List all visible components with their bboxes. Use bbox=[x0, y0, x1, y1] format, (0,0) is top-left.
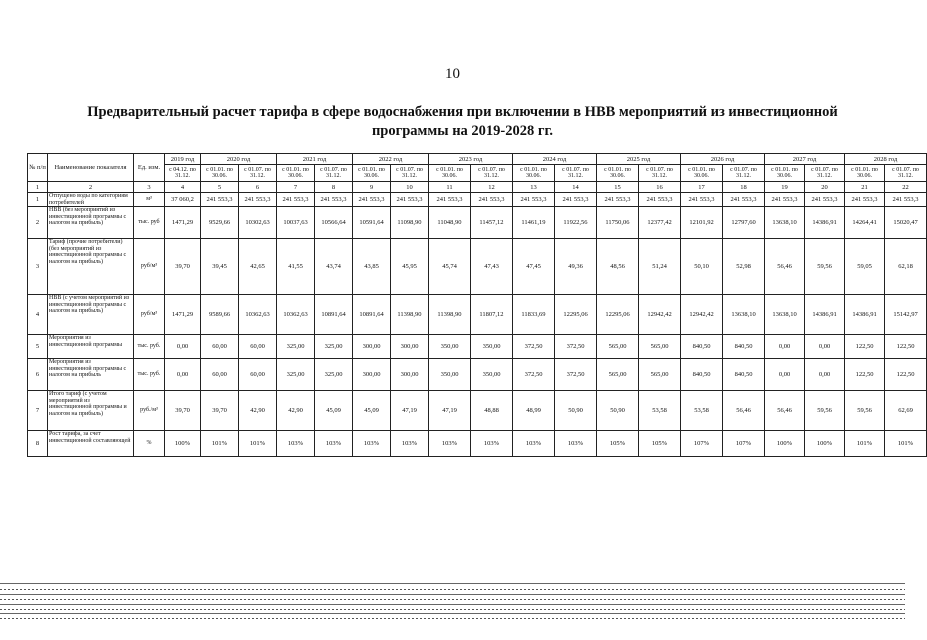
value-cell: 103% bbox=[429, 431, 471, 457]
column-number: 1 bbox=[28, 182, 48, 193]
column-number: 17 bbox=[681, 182, 723, 193]
column-number: 8 bbox=[315, 182, 353, 193]
value-cell: 45,09 bbox=[353, 391, 391, 431]
value-cell: 56,46 bbox=[765, 239, 805, 295]
indicator-name: Рост тарифа, за счет инвестиционной составляющей bbox=[48, 431, 134, 457]
table-row bbox=[28, 431, 927, 457]
header-period: с 01.07. по 31.12. bbox=[239, 165, 277, 182]
value-cell: 101% bbox=[845, 431, 885, 457]
header-year: 2026 год bbox=[681, 154, 765, 165]
value-cell: 241 553,3 bbox=[765, 193, 805, 207]
value-cell: 350,00 bbox=[429, 335, 471, 359]
value-cell: 300,00 bbox=[353, 359, 391, 391]
value-cell: 122,50 bbox=[845, 359, 885, 391]
value-cell: 10362,63 bbox=[239, 295, 277, 335]
value-cell: 241 553,3 bbox=[555, 193, 597, 207]
value-cell: 47,19 bbox=[391, 391, 429, 431]
value-cell: 56,46 bbox=[765, 391, 805, 431]
value-cell: 12295,06 bbox=[597, 295, 639, 335]
value-cell: 101% bbox=[201, 431, 239, 457]
value-cell: 241 553,3 bbox=[277, 193, 315, 207]
page-number: 10 bbox=[445, 66, 460, 82]
value-cell: 50,10 bbox=[681, 239, 723, 295]
header-period: с 01.01. по 30.06. bbox=[353, 165, 391, 182]
header-period: с 01.07. по 31.12. bbox=[315, 165, 353, 182]
column-numbers-row bbox=[28, 182, 927, 193]
column-number: 2 bbox=[48, 182, 134, 193]
value-cell: 14386,91 bbox=[805, 295, 845, 335]
value-cell: 14386,91 bbox=[845, 295, 885, 335]
column-number: 16 bbox=[639, 182, 681, 193]
value-cell: 14264,41 bbox=[845, 207, 885, 239]
value-cell: 60,00 bbox=[201, 359, 239, 391]
header-period: с 01.01. по 30.06. bbox=[201, 165, 239, 182]
table-row bbox=[28, 295, 927, 335]
value-cell: 39,70 bbox=[165, 391, 201, 431]
value-cell: 13638,10 bbox=[765, 207, 805, 239]
value-cell: 241 553,3 bbox=[885, 193, 927, 207]
value-cell: 13638,10 bbox=[723, 295, 765, 335]
header-year: 2025 год bbox=[597, 154, 681, 165]
value-cell: 37 060,2 bbox=[165, 193, 201, 207]
value-cell: 39,70 bbox=[201, 391, 239, 431]
unit-cell: тыс. руб. bbox=[134, 359, 165, 391]
header-period: с 01.01. по 30.06. bbox=[765, 165, 805, 182]
header-period: с 04.12. по 31.12. bbox=[165, 165, 201, 182]
value-cell: 10566,64 bbox=[315, 207, 353, 239]
column-number: 22 bbox=[885, 182, 927, 193]
value-cell: 241 553,3 bbox=[391, 193, 429, 207]
header-year: 2023 год bbox=[429, 154, 513, 165]
indicator-name: Мероприятия из инвестиционной программы с налогом на прибыль bbox=[48, 359, 134, 391]
footer-rule bbox=[0, 613, 905, 614]
value-cell: 47,19 bbox=[429, 391, 471, 431]
value-cell: 241 553,3 bbox=[805, 193, 845, 207]
value-cell: 10891,64 bbox=[315, 295, 353, 335]
value-cell: 325,00 bbox=[277, 359, 315, 391]
value-cell: 45,74 bbox=[429, 239, 471, 295]
value-cell: 372,50 bbox=[555, 359, 597, 391]
value-cell: 39,70 bbox=[165, 239, 201, 295]
value-cell: 100% bbox=[165, 431, 201, 457]
value-cell: 9589,66 bbox=[201, 295, 239, 335]
footer-dotted-line bbox=[0, 609, 905, 610]
value-cell: 840,50 bbox=[723, 359, 765, 391]
header-period: с 01.07. по 31.12. bbox=[555, 165, 597, 182]
table-body bbox=[28, 193, 927, 457]
column-number: 13 bbox=[513, 182, 555, 193]
value-cell: 12942,42 bbox=[681, 295, 723, 335]
value-cell: 0,00 bbox=[805, 359, 845, 391]
header-name: Наименование показателя bbox=[48, 154, 134, 182]
table-row bbox=[28, 359, 927, 391]
column-number: 14 bbox=[555, 182, 597, 193]
header-period: с 01.01. по 30.06. bbox=[845, 165, 885, 182]
unit-cell: руб/м³ bbox=[134, 239, 165, 295]
header-period: с 01.01. по 30.06. bbox=[681, 165, 723, 182]
value-cell: 11461,19 bbox=[513, 207, 555, 239]
value-cell: 241 553,3 bbox=[597, 193, 639, 207]
value-cell: 241 553,3 bbox=[513, 193, 555, 207]
value-cell: 325,00 bbox=[277, 335, 315, 359]
value-cell: 325,00 bbox=[315, 335, 353, 359]
value-cell: 840,50 bbox=[681, 359, 723, 391]
footer-dotted-line bbox=[0, 599, 905, 600]
column-number: 11 bbox=[429, 182, 471, 193]
column-number: 15 bbox=[597, 182, 639, 193]
value-cell: 48,99 bbox=[513, 391, 555, 431]
header-period: с 01.07. по 31.12. bbox=[885, 165, 927, 182]
value-cell: 840,50 bbox=[723, 335, 765, 359]
value-cell: 105% bbox=[597, 431, 639, 457]
value-cell: 372,50 bbox=[513, 359, 555, 391]
value-cell: 11098,90 bbox=[391, 207, 429, 239]
header-year: 2028 год bbox=[845, 154, 927, 165]
title-line-2: программы на 2019-2028 гг. bbox=[371, 123, 554, 139]
table-row bbox=[28, 239, 927, 295]
value-cell: 9529,66 bbox=[201, 207, 239, 239]
value-cell: 43,74 bbox=[315, 239, 353, 295]
value-cell: 241 553,3 bbox=[471, 193, 513, 207]
footer-rule bbox=[0, 604, 905, 605]
row-number: 2 bbox=[28, 207, 48, 239]
value-cell: 350,00 bbox=[471, 335, 513, 359]
column-number: 19 bbox=[765, 182, 805, 193]
value-cell: 241 553,3 bbox=[201, 193, 239, 207]
indicator-name: Тариф (прочие потребители) (без мероприятий из инвестиционной программы с налогом на прибыль) bbox=[48, 239, 134, 295]
value-cell: 39,45 bbox=[201, 239, 239, 295]
table-row bbox=[28, 335, 927, 359]
column-number: 9 bbox=[353, 182, 391, 193]
value-cell: 103% bbox=[555, 431, 597, 457]
value-cell: 325,00 bbox=[315, 359, 353, 391]
unit-cell: руб/м³ bbox=[134, 295, 165, 335]
value-cell: 241 553,3 bbox=[353, 193, 391, 207]
value-cell: 11750,06 bbox=[597, 207, 639, 239]
value-cell: 300,00 bbox=[391, 359, 429, 391]
value-cell: 372,50 bbox=[555, 335, 597, 359]
value-cell: 59,56 bbox=[805, 391, 845, 431]
column-number: 18 bbox=[723, 182, 765, 193]
value-cell: 10362,63 bbox=[277, 295, 315, 335]
value-cell: 15142,97 bbox=[885, 295, 927, 335]
indicator-name: НВВ (без мероприятий из инвестиционной программы с налогом на прибыль) bbox=[48, 207, 134, 239]
column-number: 10 bbox=[391, 182, 429, 193]
value-cell: 241 553,3 bbox=[315, 193, 353, 207]
value-cell: 42,90 bbox=[277, 391, 315, 431]
indicator-name: НВВ (с учетом мероприятий из инвестиционной программы с налогом на прибыль) bbox=[48, 295, 134, 335]
value-cell: 1471,29 bbox=[165, 207, 201, 239]
value-cell: 48,56 bbox=[597, 239, 639, 295]
value-cell: 372,50 bbox=[513, 335, 555, 359]
column-number: 7 bbox=[277, 182, 315, 193]
header-period: с 01.07. по 31.12. bbox=[471, 165, 513, 182]
value-cell: 13638,10 bbox=[765, 295, 805, 335]
value-cell: 0,00 bbox=[165, 335, 201, 359]
value-cell: 103% bbox=[353, 431, 391, 457]
table-row bbox=[28, 391, 927, 431]
value-cell: 11398,90 bbox=[429, 295, 471, 335]
value-cell: 10302,63 bbox=[239, 207, 277, 239]
value-cell: 840,50 bbox=[681, 335, 723, 359]
value-cell: 103% bbox=[315, 431, 353, 457]
value-cell: 103% bbox=[391, 431, 429, 457]
value-cell: 241 553,3 bbox=[639, 193, 681, 207]
row-number: 3 bbox=[28, 239, 48, 295]
footer-rule bbox=[0, 583, 905, 584]
title-line-1: Предварительный расчет тарифа в сфере водоснабжения при включении в НВВ мероприятий из инвестиционной bbox=[87, 104, 838, 120]
value-cell: 45,09 bbox=[315, 391, 353, 431]
value-cell: 107% bbox=[681, 431, 723, 457]
value-cell: 62,18 bbox=[885, 239, 927, 295]
value-cell: 62,69 bbox=[885, 391, 927, 431]
value-cell: 51,24 bbox=[639, 239, 681, 295]
value-cell: 0,00 bbox=[765, 335, 805, 359]
header-period: с 01.01. по 30.06. bbox=[513, 165, 555, 182]
value-cell: 107% bbox=[723, 431, 765, 457]
header-num: № п/п bbox=[28, 154, 48, 182]
value-cell: 53,58 bbox=[639, 391, 681, 431]
row-number: 4 bbox=[28, 295, 48, 335]
header-unit: Ед. изм. bbox=[134, 154, 165, 182]
value-cell: 59,56 bbox=[805, 239, 845, 295]
value-cell: 0,00 bbox=[805, 335, 845, 359]
unit-cell: м³ bbox=[134, 193, 165, 207]
value-cell: 12797,60 bbox=[723, 207, 765, 239]
footer-rule bbox=[0, 594, 905, 595]
value-cell: 49,36 bbox=[555, 239, 597, 295]
value-cell: 43,85 bbox=[353, 239, 391, 295]
value-cell: 565,00 bbox=[639, 335, 681, 359]
value-cell: 100% bbox=[765, 431, 805, 457]
value-cell: 300,00 bbox=[391, 335, 429, 359]
value-cell: 11922,56 bbox=[555, 207, 597, 239]
header-year: 2019 год bbox=[165, 154, 201, 165]
unit-cell: руб./м³ bbox=[134, 391, 165, 431]
value-cell: 122,50 bbox=[885, 335, 927, 359]
column-number: 20 bbox=[805, 182, 845, 193]
column-number: 6 bbox=[239, 182, 277, 193]
column-number: 3 bbox=[134, 182, 165, 193]
value-cell: 565,00 bbox=[597, 335, 639, 359]
value-cell: 350,00 bbox=[471, 359, 513, 391]
header-period: с 01.01. по 30.06. bbox=[429, 165, 471, 182]
value-cell: 103% bbox=[277, 431, 315, 457]
value-cell: 15020,47 bbox=[885, 207, 927, 239]
value-cell: 241 553,3 bbox=[429, 193, 471, 207]
header-year: 2020 год bbox=[201, 154, 277, 165]
value-cell: 565,00 bbox=[639, 359, 681, 391]
header-year: 2022 год bbox=[353, 154, 429, 165]
value-cell: 241 553,3 bbox=[681, 193, 723, 207]
table-row bbox=[28, 193, 927, 207]
value-cell: 122,50 bbox=[845, 335, 885, 359]
document-title bbox=[60, 103, 865, 141]
value-cell: 241 553,3 bbox=[723, 193, 765, 207]
value-cell: 122,50 bbox=[885, 359, 927, 391]
value-cell: 12377,42 bbox=[639, 207, 681, 239]
unit-cell: % bbox=[134, 431, 165, 457]
header-period: с 01.07. по 31.12. bbox=[639, 165, 681, 182]
value-cell: 12101,92 bbox=[681, 207, 723, 239]
value-cell: 50,90 bbox=[597, 391, 639, 431]
value-cell: 47,43 bbox=[471, 239, 513, 295]
row-number: 6 bbox=[28, 359, 48, 391]
row-number: 5 bbox=[28, 335, 48, 359]
unit-cell: тыс. руб bbox=[134, 207, 165, 239]
value-cell: 1471,29 bbox=[165, 295, 201, 335]
value-cell: 50,90 bbox=[555, 391, 597, 431]
value-cell: 10891,64 bbox=[353, 295, 391, 335]
header-year: 2021 год bbox=[277, 154, 353, 165]
value-cell: 14386,91 bbox=[805, 207, 845, 239]
row-number: 1 bbox=[28, 193, 48, 207]
value-cell: 60,00 bbox=[201, 335, 239, 359]
value-cell: 11457,12 bbox=[471, 207, 513, 239]
value-cell: 10591,64 bbox=[353, 207, 391, 239]
header-year: 2024 год bbox=[513, 154, 597, 165]
value-cell: 12942,42 bbox=[639, 295, 681, 335]
value-cell: 565,00 bbox=[597, 359, 639, 391]
value-cell: 53,58 bbox=[681, 391, 723, 431]
footer-dotted-line bbox=[0, 618, 905, 619]
value-cell: 0,00 bbox=[165, 359, 201, 391]
value-cell: 60,00 bbox=[239, 335, 277, 359]
unit-cell: тыс. руб. bbox=[134, 335, 165, 359]
value-cell: 0,00 bbox=[765, 359, 805, 391]
value-cell: 52,98 bbox=[723, 239, 765, 295]
value-cell: 12295,06 bbox=[555, 295, 597, 335]
header-year: 2027 год bbox=[765, 154, 845, 165]
header-period: с 01.01. по 30.06. bbox=[277, 165, 315, 182]
footer-dotted-line bbox=[0, 589, 905, 590]
value-cell: 42,90 bbox=[239, 391, 277, 431]
value-cell: 45,95 bbox=[391, 239, 429, 295]
header-years-row bbox=[28, 154, 927, 165]
value-cell: 42,65 bbox=[239, 239, 277, 295]
value-cell: 300,00 bbox=[353, 335, 391, 359]
value-cell: 41,55 bbox=[277, 239, 315, 295]
value-cell: 48,88 bbox=[471, 391, 513, 431]
value-cell: 101% bbox=[239, 431, 277, 457]
table-row bbox=[28, 207, 927, 239]
value-cell: 241 553,3 bbox=[239, 193, 277, 207]
column-number: 5 bbox=[201, 182, 239, 193]
header-period: с 01.01. по 30.06. bbox=[597, 165, 639, 182]
row-number: 7 bbox=[28, 391, 48, 431]
value-cell: 103% bbox=[513, 431, 555, 457]
value-cell: 11833,69 bbox=[513, 295, 555, 335]
value-cell: 11398,90 bbox=[391, 295, 429, 335]
row-number: 8 bbox=[28, 431, 48, 457]
header-period: с 01.07. по 31.12. bbox=[723, 165, 765, 182]
indicator-name: Мероприятия из инвестиционной программы bbox=[48, 335, 134, 359]
value-cell: 47,45 bbox=[513, 239, 555, 295]
value-cell: 56,46 bbox=[723, 391, 765, 431]
header-period: с 01.07. по 31.12. bbox=[391, 165, 429, 182]
value-cell: 60,00 bbox=[239, 359, 277, 391]
value-cell: 59,05 bbox=[845, 239, 885, 295]
header-period: с 01.07. по 31.12. bbox=[805, 165, 845, 182]
column-number: 4 bbox=[165, 182, 201, 193]
indicator-name: Итого тариф (с учетом мероприятий из инвестиционной программы и налогом на прибыль) bbox=[48, 391, 134, 431]
indicator-name: Отпущено воды по категориям потребителей bbox=[48, 193, 134, 207]
value-cell: 100% bbox=[805, 431, 845, 457]
value-cell: 11807,12 bbox=[471, 295, 513, 335]
value-cell: 11048,90 bbox=[429, 207, 471, 239]
tariff-table bbox=[27, 153, 927, 457]
value-cell: 10037,63 bbox=[277, 207, 315, 239]
value-cell: 59,56 bbox=[845, 391, 885, 431]
column-number: 21 bbox=[845, 182, 885, 193]
value-cell: 101% bbox=[885, 431, 927, 457]
value-cell: 105% bbox=[639, 431, 681, 457]
value-cell: 350,00 bbox=[429, 359, 471, 391]
value-cell: 241 553,3 bbox=[845, 193, 885, 207]
column-number: 12 bbox=[471, 182, 513, 193]
value-cell: 103% bbox=[471, 431, 513, 457]
